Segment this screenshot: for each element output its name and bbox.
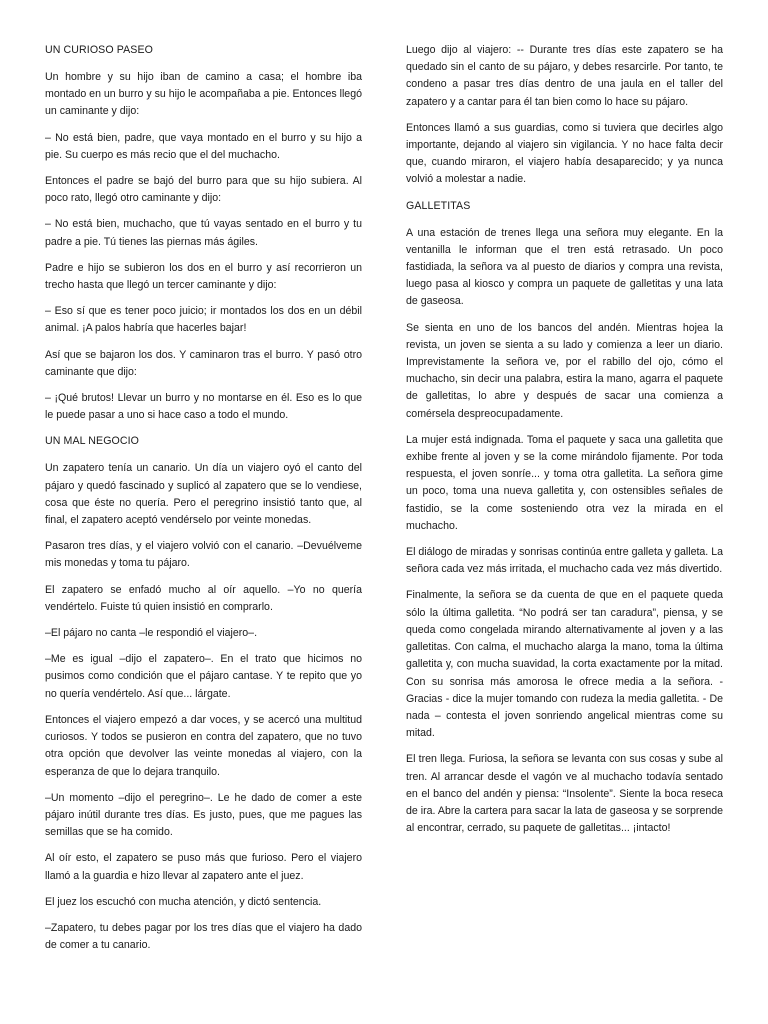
paragraph: El juez los escuchó con mucha atención, y dictó sentencia. xyxy=(45,895,322,908)
paragraph: –Zapatero, tu debes pagar por los tres días que el viajero ha dado de comer a tu canario. xyxy=(45,921,362,952)
right-column xyxy=(406,42,723,846)
section-title-un-mal-negocio: UN MAL NEGOCIO xyxy=(45,435,140,448)
paragraph: –Me es igual –dijo el zapatero–. En el trato que hicimos no pusimos como condición que el pájaro cantase. Y te repito que yo no quería vendértelo. Así que... lárgate. xyxy=(45,653,362,700)
paragraph: Entonces el padre se bajó del burro para que su hijo subiera. Al poco rato, llegó otro caminante y dijo: xyxy=(45,175,362,205)
left-column xyxy=(45,42,362,963)
paragraph: Pasaron tres días, y el viajero volvió con el canario. –Devuélveme mis monedas y toma tu pájaro. xyxy=(45,540,362,570)
paragraph: – No está bien, muchacho, que tú vayas sentado en el burro y tu padre a pie. Tú tienes las piernas más ágiles. xyxy=(45,218,362,248)
paragraph: Entonces llamó a sus guardias, como si tuviera que decirles algo importante, dejando al viajero sin vigilancia. Y no hace falta decir que, cuando miraron, el viajero había desaparecido; y ya nunca volvió a molestar a nadie. xyxy=(406,121,723,186)
paragraph: El zapatero se enfadó mucho al oír aquello. –Yo no quería vendértelo. Fuiste tú quien insistió en comprarlo. xyxy=(45,583,362,613)
paragraph: A una estación de trenes llega una señora muy elegante. En la ventanilla le informan que el tren está retrasado. Un poco fastidiada, la señora va al puesto de diarios y compra una revista, luego pasa al kiosco y compra un paquete de galletitas y una lata de gaseosa. xyxy=(406,226,723,308)
paragraph: –Un momento –dijo el peregrino–. Le he dado de comer a este pájaro inútil durante tres días. Es justo, pues, que me pagues las semillas que se ha comido. xyxy=(45,791,362,839)
paragraph: Un hombre y su hijo iban de camino a casa; el hombre iba montado en un burro y su hijo le acompañaba a pie. Entonces llegó un caminante y dijo: xyxy=(45,71,362,118)
paragraph: – No está bien, padre, que vaya montado en el burro y su hijo a pie. Su cuerpo es más recio que el del muchacho. xyxy=(45,131,362,161)
paragraph: Luego dijo al viajero: -- Durante tres días este zapatero se ha quedado sin el canto de su pájaro, y debes resarcirle. Por tanto, te condeno a pasar tres días dentro de una jaula en el taller del zapatero y a cantar para él tan bien como lo hace su pájaro. xyxy=(406,44,723,108)
paragraph: Entonces el viajero empezó a dar voces, y se acercó una multitud curiosos. Y todos se pusieron en contra del zapatero, que no tuvo otra opción que devolver las veinte monedas al viajero, con la esperanza de que lo dejara tranquilo. xyxy=(45,713,362,778)
paragraph: Se sienta en uno de los bancos del andén. Mientras hojea la revista, un joven se sienta a su lado y comienza a leer un diario. Imprevistamente la señora ve, por el rabillo del ojo, cómo el muchacho, sin decir una palabra, estira la mano, agarra el paquete de galletitas, lo abre y después de sacar una comienza a comérsela despreocupadamente. xyxy=(406,321,723,420)
paragraph: El diálogo de miradas y sonrisas continúa entre galleta y galleta. La señora cada vez más irritada, el muchacho cada vez más divertido. xyxy=(406,546,723,576)
paragraph: – ¡Qué brutos! Llevar un burro y no montarse en él. Eso es lo que le puede pasar a uno si hace caso a todo el mundo. xyxy=(45,392,362,422)
paragraph: La mujer está indignada. Toma el paquete y saca una galletita que exhibe frente al joven y se la come mirándolo fijamente. Por toda respuesta, el joven sonríe... y toma otra galletita. La señora gime un poco, toma una nueva galletita y, con ostensibles señales de fastidio, se la come sosteniendo otra vez la mirada en el muchacho. xyxy=(406,433,723,532)
paragraph: Finalmente, la señora se da cuenta de que en el paquete queda sólo la última galletita. “No podrá ser tan caradura”, piensa, y se queda como congelada mirando alternativamente al joven y a las galletitas. Con calma, el muchacho alarga la mano, toma la última galletita y, con mucha suavidad, la corta exactamente por la mitad. Con su sonrisa más amorosa le ofrece media a la señora. - Gracias - dice la mujer tomando con rudeza la media galletita. - De nada – contesta el joven sonriendo angelical mientras come su mitad. xyxy=(406,589,723,740)
paragraph: Así que se bajaron los dos. Y caminaron tras el burro. Y pasó otro caminante que dijo: xyxy=(45,348,362,378)
section-title-un-curioso-paseo: UN CURIOSO PASEO xyxy=(45,44,153,56)
paragraph: El tren llega. Furiosa, la señora se levanta con sus cosas y sube al tren. Al arrancar desde el vagón ve al muchacho todavía sentado en el banco del andén y piensa: “Insolente”. Siente la boca reseca de ira. Abre la cartera para sacar la lata de gaseosa y se sorprende al encontrar, cerrado, su paquete de galletitas... ¡intacto! xyxy=(406,753,723,835)
section-title-galletitas: GALLETITAS xyxy=(406,199,471,212)
paragraph: – Eso sí que es tener poco juicio; ir montados los dos en un débil animal. ¡A palos habría que hacerles bajar! xyxy=(45,305,362,335)
paragraph: –El pájaro no canta –le respondió el viajero–. xyxy=(45,627,258,640)
paragraph: Al oír esto, el zapatero se puso más que furioso. Pero el viajero llamó a la guardia e hizo llevar al zapatero ante el juez. xyxy=(45,852,362,882)
paragraph: Padre e hijo se subieron los dos en el burro y así recorrieron un trecho hasta que llegó un tercer caminante y dijo: xyxy=(45,261,362,292)
paragraph: Un zapatero tenía un canario. Un día un viajero oyó el canto del pájaro y quedó fascinado y suplicó al zapatero que se lo vendiese, cosa que éste no quería. Pero el peregrino insistió tanto que, al final, el zapatero aceptó vendérselo por veinte monedas. xyxy=(45,462,362,527)
